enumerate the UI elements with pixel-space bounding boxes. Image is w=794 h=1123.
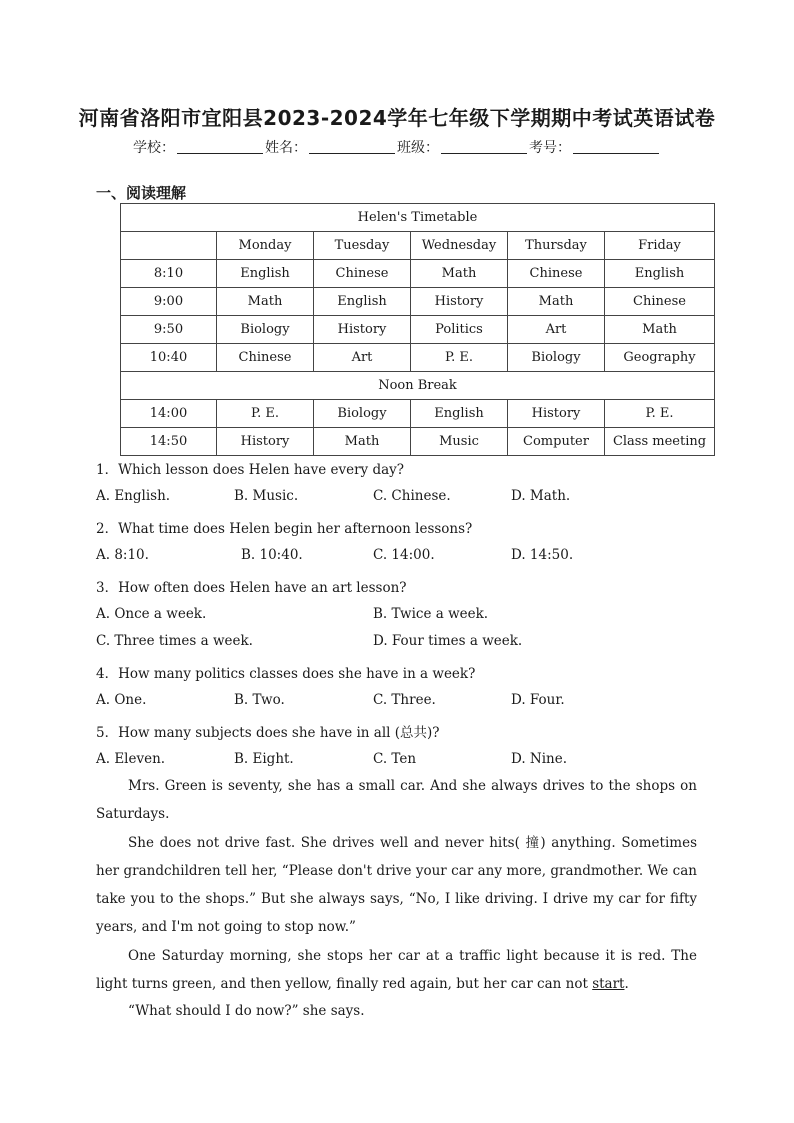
name-label: 姓名：	[265, 140, 307, 156]
passage-paragraph-2: She does not drive fast. She drives well and never hits( 撞) anything. Sometimes her grandchildren tell her, “Please don't drive your car any more, grandmother. We can take you to the shops.” But she always says, “No, I like driving. I drive my car for fifty years, and I'm not going to stop now.”	[96, 835, 697, 935]
day-header: Tuesday	[314, 232, 411, 260]
timetable-header-row	[121, 232, 715, 260]
subject-cell: Biology	[508, 344, 605, 372]
day-header: Friday	[605, 232, 715, 260]
option-c[interactable]: C. 14:00.	[373, 547, 435, 563]
table-row	[121, 260, 715, 288]
timetable	[120, 203, 715, 456]
table-row	[121, 428, 715, 456]
subject-cell: P. E.	[605, 400, 715, 428]
subject-cell: Math	[508, 288, 605, 316]
table-row	[121, 400, 715, 428]
question-4: 4．How many politics classes does she have in a week?	[96, 666, 476, 682]
option-d[interactable]: D. Math.	[511, 488, 571, 504]
option-c[interactable]: C. Ten	[373, 751, 417, 767]
option-b[interactable]: B. Twice a week.	[373, 606, 489, 622]
number-blank[interactable]	[573, 139, 659, 154]
passage-paragraph-4: “What should I do now?” she says.	[128, 1003, 365, 1019]
subject-cell: Math	[411, 260, 508, 288]
option-d[interactable]: D. 14:50.	[511, 547, 574, 563]
time-cell: 8:10	[121, 260, 217, 288]
day-header: Thursday	[508, 232, 605, 260]
option-b[interactable]: B. Eight.	[234, 751, 294, 767]
option-a[interactable]: A. English.	[96, 488, 171, 504]
subject-cell: Music	[411, 428, 508, 456]
option-d[interactable]: D. Nine.	[511, 751, 568, 767]
header-empty-cell	[121, 232, 217, 260]
school-blank[interactable]	[177, 139, 263, 154]
option-c[interactable]: C. Chinese.	[373, 488, 451, 504]
subject-cell: Math	[605, 316, 715, 344]
table-row	[121, 344, 715, 372]
option-a[interactable]: A. Once a week.	[96, 606, 207, 622]
subject-cell: Art	[508, 316, 605, 344]
class-label: 班级：	[397, 140, 439, 156]
subject-cell: Biology	[217, 316, 314, 344]
subject-cell: Math	[217, 288, 314, 316]
option-d[interactable]: D. Four.	[511, 692, 565, 708]
time-cell: 9:50	[121, 316, 217, 344]
subject-cell: Art	[314, 344, 411, 372]
option-c[interactable]: C. Three times a week.	[96, 633, 253, 649]
subject-cell: Chinese	[605, 288, 715, 316]
question-5: 5．How many subjects does she have in all (总共)?	[96, 725, 440, 741]
option-b[interactable]: B. Music.	[234, 488, 299, 504]
subject-cell: Chinese	[217, 344, 314, 372]
noon-break-row: Noon Break	[121, 372, 715, 400]
option-d[interactable]: D. Four times a week.	[373, 633, 523, 649]
day-header: Wednesday	[411, 232, 508, 260]
time-cell: 14:50	[121, 428, 217, 456]
subject-cell: Chinese	[314, 260, 411, 288]
timetable-caption: Helen's Timetable	[121, 204, 715, 232]
subject-cell: Computer	[508, 428, 605, 456]
time-cell: 10:40	[121, 344, 217, 372]
subject-cell: History	[314, 316, 411, 344]
time-cell: 9:00	[121, 288, 217, 316]
subject-cell: History	[217, 428, 314, 456]
subject-cell: History	[508, 400, 605, 428]
student-info-line	[0, 137, 794, 157]
subject-cell: Politics	[411, 316, 508, 344]
table-row	[121, 316, 715, 344]
passage-paragraph-3: One Saturday morning, she stops her car at a traffic light because it is red. The light turns green, and then yellow, finally red again, but her car can not start.	[96, 948, 697, 992]
passage-paragraph-1: Mrs. Green is seventy, she has a small car. And she always drives to the shops on Saturdays.	[96, 778, 697, 822]
number-label: 考号：	[529, 140, 571, 156]
day-header: Monday	[217, 232, 314, 260]
subject-cell: Class meeting	[605, 428, 715, 456]
time-cell: 14:00	[121, 400, 217, 428]
option-a[interactable]: A. One.	[96, 692, 147, 708]
subject-cell: English	[411, 400, 508, 428]
name-blank[interactable]	[309, 139, 395, 154]
section-heading: 一、阅读理解	[96, 184, 187, 202]
subject-cell: English	[605, 260, 715, 288]
option-b[interactable]: B. Two.	[234, 692, 285, 708]
option-b[interactable]: B. 10:40.	[241, 547, 303, 563]
underlined-word: start	[592, 976, 625, 992]
question-1: 1．Which lesson does Helen have every day?	[96, 462, 405, 478]
question-3: 3．How often does Helen have an art lesson?	[96, 580, 407, 596]
subject-cell: History	[411, 288, 508, 316]
question-2: 2．What time does Helen begin her afternoon lessons?	[96, 521, 473, 537]
page-title: 河南省洛阳市宜阳县2023-2024学年七年级下学期期中考试英语试卷	[78, 106, 716, 130]
option-a[interactable]: A. Eleven.	[96, 751, 166, 767]
subject-cell: Geography	[605, 344, 715, 372]
option-c[interactable]: C. Three.	[373, 692, 436, 708]
subject-cell: English	[217, 260, 314, 288]
option-a[interactable]: A. 8:10.	[96, 547, 149, 563]
subject-cell: Math	[314, 428, 411, 456]
subject-cell: Chinese	[508, 260, 605, 288]
table-row	[121, 288, 715, 316]
subject-cell: Biology	[314, 400, 411, 428]
subject-cell: P. E.	[217, 400, 314, 428]
subject-cell: P. E.	[411, 344, 508, 372]
school-label: 学校：	[133, 140, 175, 156]
class-blank[interactable]	[441, 139, 527, 154]
subject-cell: English	[314, 288, 411, 316]
